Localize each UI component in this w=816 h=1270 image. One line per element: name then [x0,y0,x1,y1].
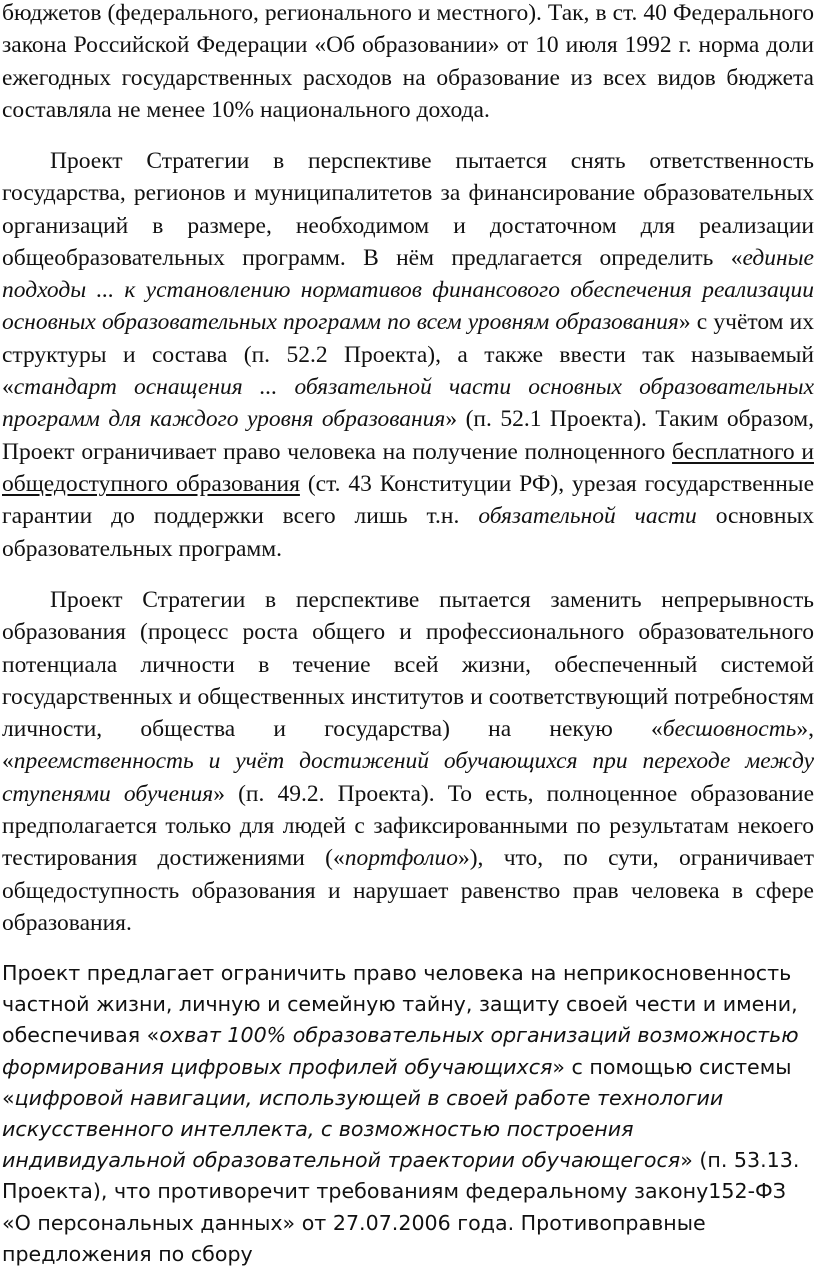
paragraph-3-text-3: » (п. 49.2. Проекта). То есть, полноценное образование предполагается только для людей с зафиксированными по результатам некоего тестирования достижениями (« [2,780,815,872]
paragraph-3-text-4: »), что, по сути, ограничивает общедоступность образования и нарушает равенство прав человека в сфере образования. [2,845,814,936]
paragraph-2-underlined-phrase: бесплатного и общедоступного образования [2,438,814,497]
paragraph-2-text-5: основных образовательных программ. [2,503,815,562]
paragraph-4-italic-2: цифровой навигации, использующей в своей работе технологии искусственного интеллекта, с возможностью построения индивидуальной образовательной траектории обучающегося [2,1085,724,1173]
paragraph-1-text: бюджетов (федерального, регионального и местного). Так, в ст. 40 Федерального закона Российской Федерации «Об образовании» от 10 июля 1992 г. норма доли ежегодных государственных расходов на образование из всех видов бюджета составляла не менее 10% национального дохода. [2,0,814,123]
paragraph-2-text-4: (ст. 43 Конституции РФ), урезая государственные гарантии до поддержки всего лишь т.н. [2,470,814,530]
paragraph-2-text-3: » (п. 52.1 Проекта). Таким образом, Проект ограничивает право человека на получение полноценного [2,406,815,465]
paragraph-3-text-1: Проект Стратегии в перспективе пытается заменить непрерывность образования (процесс роста общего и профессионального образовательного потенциала личности в течение всей жизни, обеспеченный системой государственных и общественных институтов и соответствующий потребностям личности, общества и государства) на некую « [2,587,814,743]
paragraph-3-italic-3: портфолио [344,845,458,872]
paragraph-1 [2,0,814,126]
paragraph-2-text-1: Проект Стратегии в перспективе пытается снять ответственность государства, регионов и муниципалитетов за финансирование образовательных организаций в размере, необходимом и достаточном для реализации общеобразовательных программ. В нём предлагается определить « [2,148,814,271]
paragraph-4-text-1: Проект предлагает ограничить право человека на неприкосновенность частной жизни, личную и семейную тайну, защиту своей чести и имени, обеспечивая « [2,961,798,1048]
paragraph-2-italic-3: обязательной части [478,503,697,530]
paragraph-2-italic-2: стандарт оснащения ... обязательной части основных образовательных программ для каждого уровня образования [2,374,814,433]
paragraph-2-text-2: » с учётом их структуры и состава (п. 52.2 Проекта), а также ввести так называемый « [2,309,815,401]
paragraph-3-text-2: », « [2,716,814,775]
paragraph-4-text-3: » (п. 53.13. Проекта), что противоречит требованиям федеральному закону152-ФЗ «О персональных данных» от 27.07.2006 года. Противоправные предложения по сбору [2,1148,800,1266]
paragraph-3-italic-1: бесшовность [662,716,797,743]
paragraph-4 [2,958,814,1270]
paragraph-2 [2,145,814,565]
paragraph-3-italic-2: преемственность и учёт достижений обучающихся при переходе между ступенями обучения [2,748,814,807]
paragraph-4-italic-1: охват 100% образовательных организаций возможностью формирования цифровых профилей обучающихся [2,1023,799,1079]
paragraph-4-text-2: » с помощью системы « [2,1054,792,1110]
paragraph-2-italic-1: единые подходы ... к установлению нормативов финансового обеспечения реализации основных образовательных программ по всем уровням образования [2,244,814,336]
paragraph-3 [2,584,814,939]
